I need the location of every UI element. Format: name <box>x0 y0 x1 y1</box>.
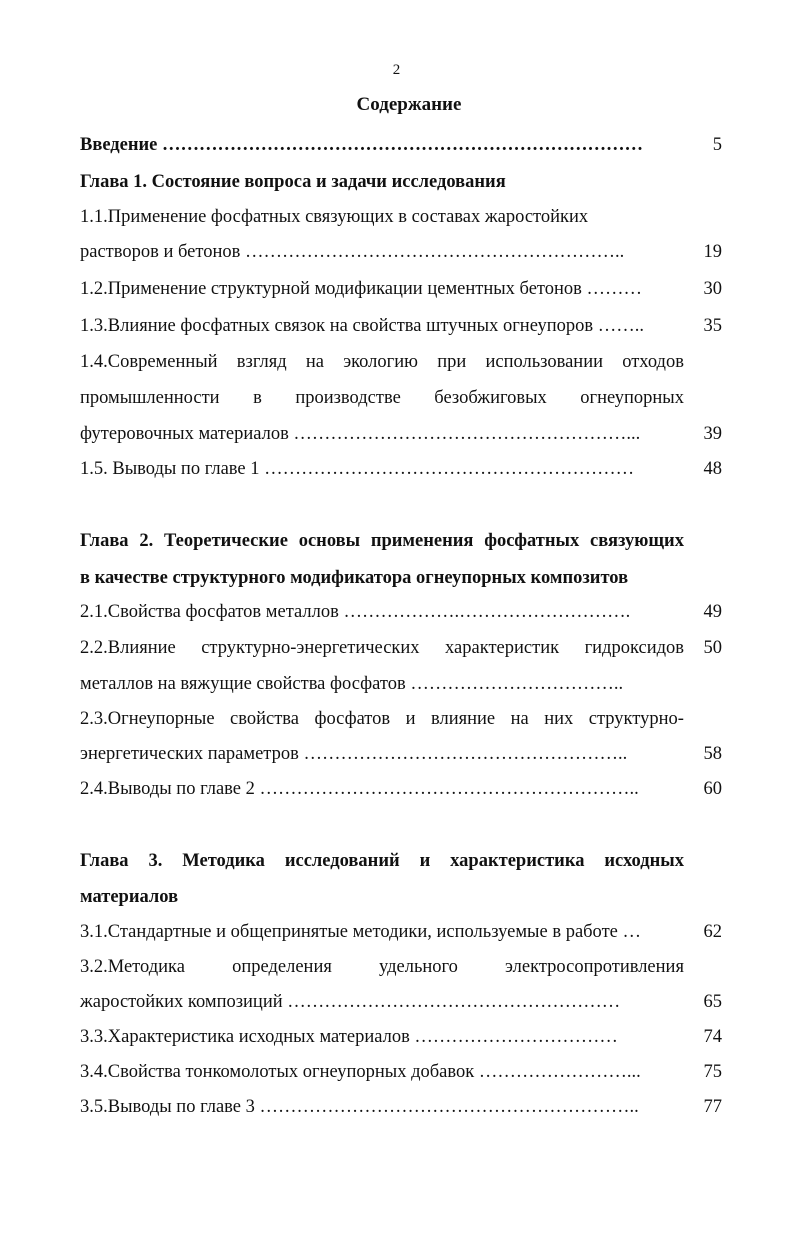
toc-entry-2-3-cont[interactable] <box>80 740 722 768</box>
page-number: 2 <box>392 62 401 78</box>
chapter-heading-text: Глава 1. Состояние вопроса и задачи исследования <box>80 172 506 192</box>
toc-entry-3-3[interactable] <box>80 1023 722 1051</box>
toc-entry-3-4[interactable] <box>80 1058 722 1086</box>
toc-entry-page: 49 <box>703 602 722 622</box>
toc-entry-text: 3.1.Стандартные и общепринятые методики, используемые в работе … <box>80 922 641 942</box>
toc-entry-text: 1.1.Применение фосфатных связующих в составах жаростойких <box>80 207 589 227</box>
toc-entry-text: металлов на вяжущие свойства фосфатов …………………………….. <box>80 674 624 694</box>
toc-entry-text: 3.3.Характеристика исходных материалов …………………………… <box>80 1027 618 1047</box>
toc-entry-page: 35 <box>703 316 722 336</box>
toc-entry-1-1-cont[interactable] <box>80 238 722 266</box>
chapter-heading-text: Глава 3. Методика исследований и характеристика исходных <box>80 851 684 871</box>
toc-entry-page: 19 <box>703 242 722 262</box>
toc-entry-2-1[interactable] <box>80 598 722 626</box>
toc-entry-text: жаростойких композиций ……………………………………………… <box>80 992 621 1012</box>
toc-entry-2-2[interactable] <box>80 634 722 662</box>
toc-entry-page: 77 <box>703 1097 722 1117</box>
toc-entry-intro[interactable] <box>80 131 722 159</box>
toc-entry-page: 58 <box>703 744 722 764</box>
toc-entry-text: Введение …………………………………………………………………… <box>80 135 644 155</box>
toc-entry-3-5[interactable] <box>80 1093 722 1121</box>
toc-entry-2-2-cont[interactable] <box>80 670 722 698</box>
toc-entry-text: 2.1.Свойства фосфатов металлов ……………….………………………. <box>80 602 631 622</box>
toc-entry-1-1[interactable] <box>80 203 722 231</box>
toc-entry-text: 1.4.Современный взгляд на экологию при использовании отходов <box>80 352 684 372</box>
chapter-2-heading-cont[interactable] <box>80 564 722 592</box>
chapter-2-heading[interactable] <box>80 527 722 555</box>
toc-entry-1-4-end[interactable] <box>80 420 722 448</box>
toc-entry-text: энергетических параметров …………………………………………….. <box>80 744 628 764</box>
toc-entry-3-2-cont[interactable] <box>80 988 722 1016</box>
chapter-heading-text: Глава 2. Теоретические основы применения фосфатных связующих <box>80 531 684 551</box>
toc-entry-text: 2.3.Огнеупорные свойства фосфатов и влияние на них структурно- <box>80 709 684 729</box>
toc-entry-page: 60 <box>703 779 722 799</box>
toc-entry-text: 1.5. Выводы по главе 1 …………………………………………………… <box>80 459 635 479</box>
toc-entry-text: 1.2.Применение структурной модификации цементных бетонов ……… <box>80 279 643 299</box>
toc-entry-page: 50 <box>703 638 722 658</box>
toc-entry-text: 3.4.Свойства тонкомолотых огнеупорных добавок ……………………... <box>80 1062 641 1082</box>
chapter-heading-text: материалов <box>80 887 179 907</box>
toc-entry-1-3[interactable] <box>80 312 722 340</box>
chapter-1-heading[interactable] <box>80 168 722 196</box>
toc-entry-text: 1.3.Влияние фосфатных связок на свойства штучных огнеупоров …….. <box>80 316 644 336</box>
chapter-heading-text: в качестве структурного модификатора огнеупорных композитов <box>80 568 629 588</box>
toc-entry-2-3[interactable] <box>80 705 722 733</box>
toc-entry-3-2[interactable] <box>80 953 722 981</box>
toc-entry-page: 48 <box>703 459 722 479</box>
toc-entry-page: 74 <box>703 1027 722 1047</box>
toc-entry-text: 2.4.Выводы по главе 2 …………………………………………………….. <box>80 779 639 799</box>
toc-entry-text: 2.2.Влияние структурно-энергетических характеристик гидроксидов <box>80 638 684 658</box>
toc-entry-page: 62 <box>703 922 722 942</box>
toc-entry-1-5[interactable] <box>80 455 722 483</box>
toc-entry-3-1[interactable] <box>80 918 722 946</box>
toc-entry-page: 39 <box>703 424 722 444</box>
chapter-3-heading-cont[interactable] <box>80 883 722 911</box>
toc-entry-page: 30 <box>703 279 722 299</box>
toc-title: Содержание <box>356 94 462 115</box>
toc-entry-text: футеровочных материалов ………………………………………………... <box>80 424 641 444</box>
toc-entry-text: 3.2.Методика определения удельного электросопротивления <box>80 957 684 977</box>
toc-entry-1-4-cont[interactable] <box>80 384 722 412</box>
chapter-3-heading[interactable] <box>80 847 722 875</box>
toc-entry-text: растворов и бетонов …………………………………………………….. <box>80 242 625 262</box>
toc-entry-page: 5 <box>712 135 722 155</box>
toc-entry-page: 75 <box>703 1062 722 1082</box>
toc-entry-2-4[interactable] <box>80 775 722 803</box>
toc-entry-1-4[interactable] <box>80 348 722 376</box>
toc-entry-text: промышленности в производстве безобжиговых огнеупорных <box>80 388 684 408</box>
toc-entry-page: 65 <box>703 992 722 1012</box>
toc-entry-text: 3.5.Выводы по главе 3 …………………………………………………….. <box>80 1097 639 1117</box>
toc-entry-1-2[interactable] <box>80 275 722 303</box>
